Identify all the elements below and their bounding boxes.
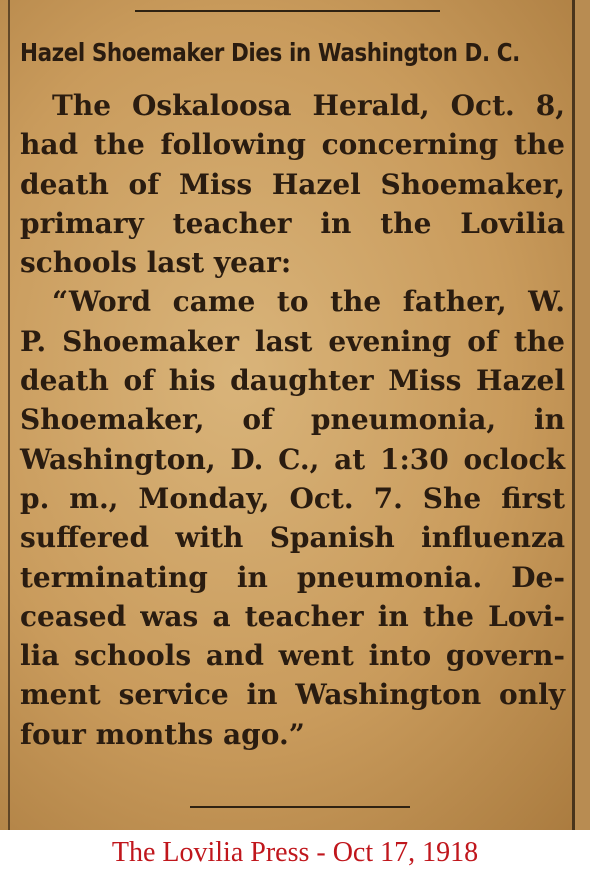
article-line: Washington, D. C., at 1:30 oclock bbox=[20, 442, 565, 476]
article-line: schools last year: bbox=[20, 246, 292, 280]
article-line: lia schools and went into govern- bbox=[20, 639, 565, 673]
top-divider-rule bbox=[135, 10, 440, 12]
article-body bbox=[20, 86, 565, 754]
source-caption: The Lovilia Press - Oct 17, 1918 bbox=[111, 837, 479, 868]
article-headline: Hazel Shoemaker Dies in Washington D. C. bbox=[20, 38, 520, 67]
article-line: Shoemaker, of pneumonia, in bbox=[20, 403, 565, 437]
article-line: P. Shoemaker last evening of the bbox=[20, 324, 565, 358]
article-line: ment service in Washington only bbox=[20, 678, 565, 712]
article-line: four months ago.” bbox=[20, 717, 305, 751]
adjacent-column-edge bbox=[575, 0, 590, 830]
article-line: death of his daughter Miss Hazel bbox=[20, 364, 565, 398]
article-line: “Word came to the father, W. bbox=[52, 285, 565, 319]
article-line: p. m., Monday, Oct. 7. She first bbox=[20, 481, 565, 515]
article-line: suffered with Spanish influenza bbox=[20, 521, 565, 555]
article-line: had the following concerning the bbox=[20, 128, 565, 162]
article-line: The Oskaloosa Herald, Oct. 8, bbox=[52, 89, 565, 122]
article-line: terminating in pneumonia. De- bbox=[20, 560, 565, 594]
article-line: primary teacher in the Lovilia bbox=[20, 206, 565, 240]
column-rule-left bbox=[8, 0, 10, 830]
article-line: death of Miss Hazel Shoemaker, bbox=[20, 167, 565, 201]
bottom-divider-rule bbox=[190, 806, 410, 808]
article-line: ceased was a teacher in the Lovi- bbox=[20, 599, 565, 633]
